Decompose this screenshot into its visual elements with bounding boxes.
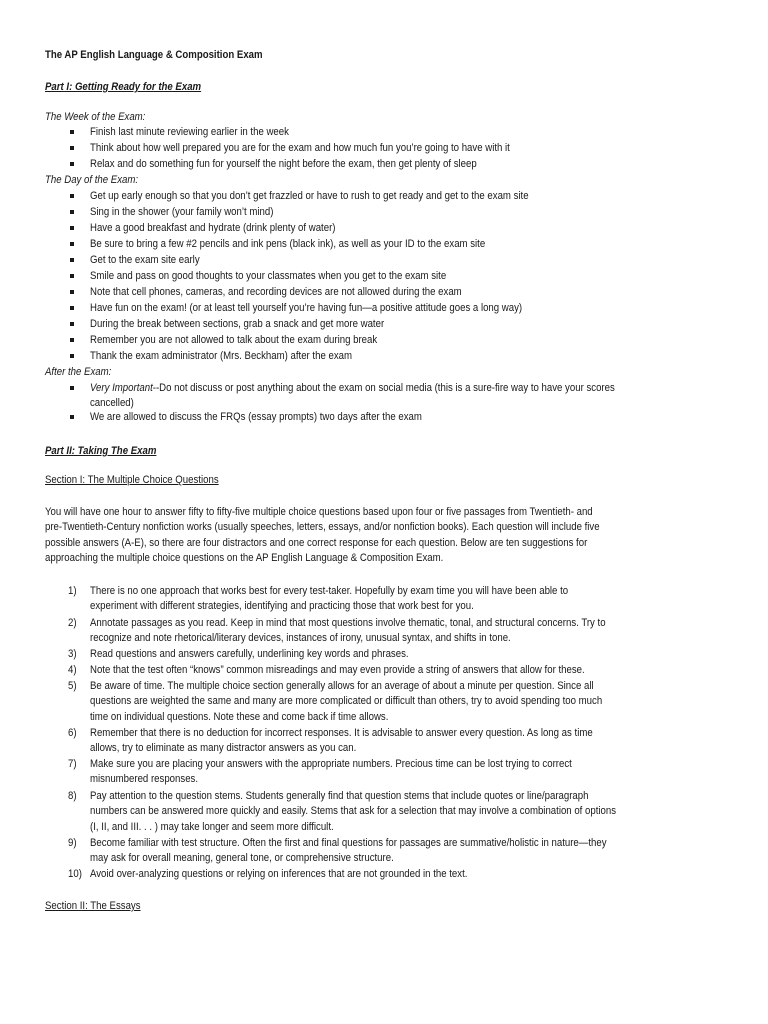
list-item-continuation: (I, II, and III. . . ) may take longer and seem more difficult. [90, 821, 334, 833]
list-number: 2) [68, 617, 77, 629]
list-item-continuation: misnumbered responses. [90, 773, 199, 785]
paragraph-line: You will have one hour to answer fifty to fifty-five multiple choice questions based upon four or five passages from Twentieth- and [45, 506, 593, 518]
list-number: 10) [68, 868, 82, 880]
list-item: Note that cell phones, cameras, and recording devices are not allowed during the exam [90, 286, 462, 298]
list-item: There is no one approach that works best for every test-taker. Hopefully by exam time you will have been able to [90, 585, 569, 597]
part2-heading: Part II: Taking The Exam [45, 445, 157, 457]
bullet-icon [70, 194, 74, 198]
list-item: Make sure you are placing your answers with the appropriate numbers. Precious time can be lost trying to correct [90, 758, 572, 770]
list-item: Smile and pass on good thoughts to your classmates when you get to the exam site [90, 270, 447, 282]
list-number: 3) [68, 648, 77, 660]
list-item: Get to the exam site early [90, 254, 200, 266]
bullet-icon [70, 415, 74, 419]
bullet-icon [70, 322, 74, 326]
bullet-icon [70, 274, 74, 278]
after-label: After the Exam: [45, 366, 112, 378]
list-item: Note that the test often “knows” common misreadings and may even provide a string of answers that allow for these. [90, 664, 585, 676]
list-number: 8) [68, 790, 77, 802]
emphasis-text: Very Important [90, 382, 153, 394]
list-item: Sing in the shower (your family won’t mind) [90, 206, 274, 218]
list-item: Remember that there is no deduction for incorrect responses. It is advisable to answer every question. As long as time [90, 727, 593, 739]
document-title: The AP English Language & Composition Exam [45, 49, 263, 61]
list-number: 4) [68, 664, 77, 676]
paragraph-line: approaching the multiple choice questions on the AP English Language & Composition Exam. [45, 552, 444, 564]
list-item: Avoid over-analyzing questions or relying on inferences that are not grounded in the text. [90, 868, 468, 880]
section2-heading: Section II: The Essays [45, 900, 141, 912]
list-item-continuation: cancelled) [90, 397, 134, 409]
list-number: 5) [68, 680, 77, 692]
list-item: Have fun on the exam! (or at least tell yourself you’re having fun—a positive attitude goes a long way) [90, 302, 523, 314]
list-item-continuation: experiment with different strategies, identifying and practicing those that work best for you. [90, 600, 474, 612]
week-label: The Week of the Exam: [45, 111, 146, 123]
list-number: 1) [68, 585, 77, 597]
bullet-icon [70, 130, 74, 134]
bullet-icon [70, 306, 74, 310]
paragraph-line: possible answers (A-E), so there are four distractors and one correct response for each question. Below are ten suggestions for [45, 537, 588, 549]
bullet-icon [70, 210, 74, 214]
list-item: Get up early enough so that you don’t get frazzled or have to rush to get ready and get to the exam site [90, 190, 529, 202]
list-item-continuation: time on individual questions. Note these and come back if time allows. [90, 711, 389, 723]
bullet-icon [70, 146, 74, 150]
list-number: 9) [68, 837, 77, 849]
list-item-continuation: recognize and note rhetorical/literary devices, instances of irony, unusual syntax, and shifts in tone. [90, 632, 511, 644]
day-label: The Day of the Exam: [45, 174, 139, 186]
bullet-icon [70, 226, 74, 230]
bullet-icon [70, 162, 74, 166]
list-item-continuation: may ask for overall meaning, general tone, or comprehensive structure. [90, 852, 394, 864]
paragraph-line: pre-Twentieth-Century nonfiction works (usually speeches, letters, essays, and/or nonfiction books). Each question will include five [45, 521, 600, 533]
list-item: Annotate passages as you read. Keep in mind that most questions involve thematic, tonal, and structural concerns. Try to [90, 617, 606, 629]
list-item: Read questions and answers carefully, underlining key words and phrases. [90, 648, 409, 660]
list-item: Relax and do something fun for yourself the night before the exam, then get plenty of sleep [90, 158, 477, 170]
list-item: Finish last minute reviewing earlier in the week [90, 126, 289, 138]
list-item: Thank the exam administrator (Mrs. Beckham) after the exam [90, 350, 353, 362]
bullet-icon [70, 338, 74, 342]
list-item-continuation: allows, try to eliminate as many distractor answers as you can. [90, 742, 357, 754]
bullet-icon [70, 258, 74, 262]
part1-heading: Part I: Getting Ready for the Exam [45, 81, 202, 93]
bullet-icon [70, 386, 74, 390]
list-item: We are allowed to discuss the FRQs (essay prompts) two days after the exam [90, 411, 422, 423]
list-item: Have a good breakfast and hydrate (drink plenty of water) [90, 222, 336, 234]
list-item: Remember you are not allowed to talk about the exam during break [90, 334, 378, 346]
list-item: Think about how well prepared you are for the exam and how much fun you’re going to have with it [90, 142, 510, 154]
list-item: Become familiar with test structure. Often the first and final questions for passages are summative/holistic in nature—they [90, 837, 607, 849]
bullet-icon [70, 354, 74, 358]
list-item: Be aware of time. The multiple choice section generally allows for an average of about a minute per question. Since all [90, 680, 594, 692]
bullet-icon [70, 242, 74, 246]
list-item-continuation: questions are weighted the same and many are more complicated or difficult than others, try to avoid spending too much [90, 695, 603, 707]
list-number: 6) [68, 727, 77, 739]
list-item: Very Important--Do not discuss or post anything about the exam on social media (this is a sure-fire way to have your scores [90, 382, 615, 394]
list-item: Be sure to bring a few #2 pencils and ink pens (black ink), as well as your ID to the exam site [90, 238, 486, 250]
section1-heading: Section I: The Multiple Choice Questions [45, 474, 219, 486]
list-number: 7) [68, 758, 77, 770]
list-item: During the break between sections, grab a snack and get more water [90, 318, 385, 330]
bullet-icon [70, 290, 74, 294]
list-item-continuation: numbers can be answered more quickly and easily. Stems that ask for a selection that may involve a combination of options [90, 805, 617, 817]
list-item: Pay attention to the question stems. Students generally find that question stems that include quotes or line/paragraph [90, 790, 589, 802]
